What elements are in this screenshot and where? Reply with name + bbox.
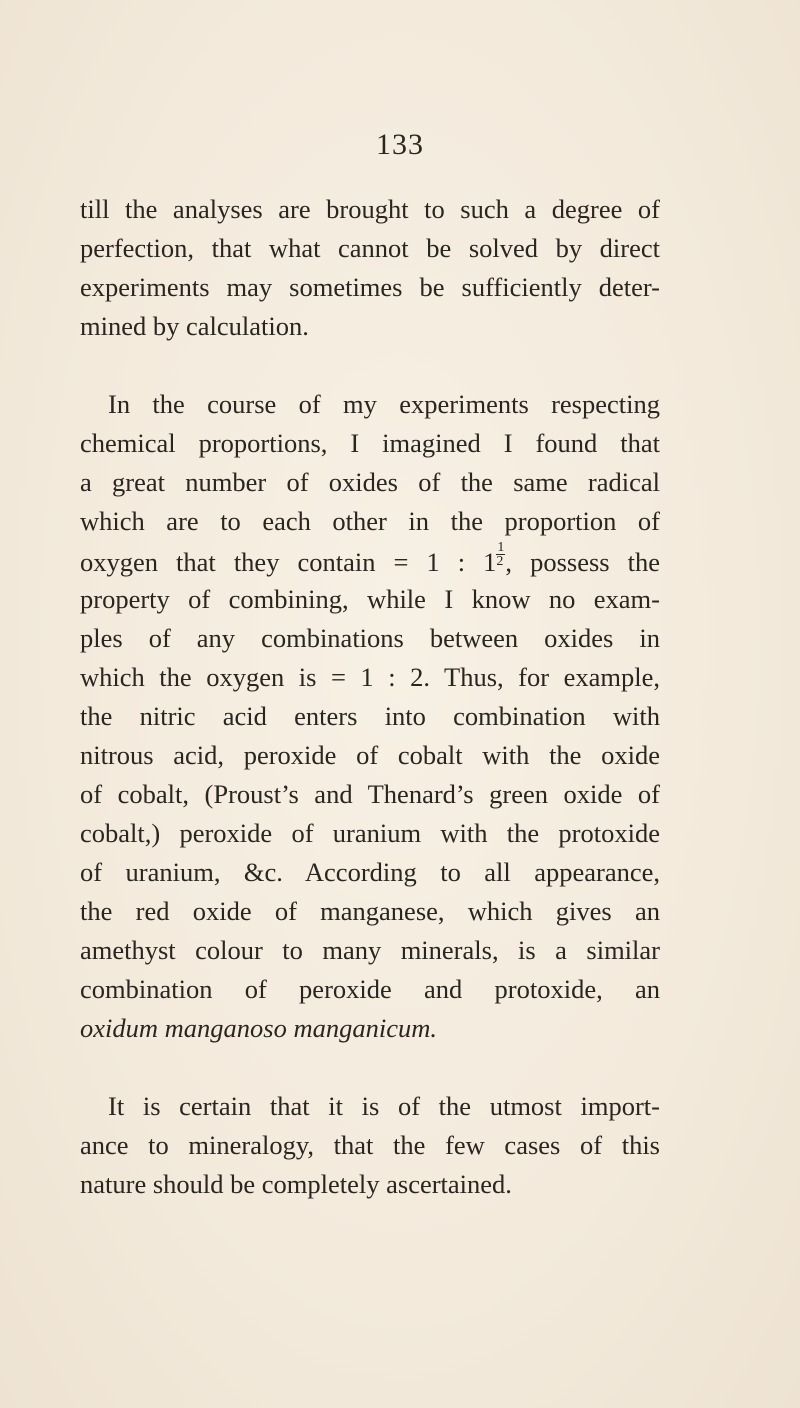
text-line: which are to each other in the proportion of — [80, 506, 660, 536]
paragraph-gap — [80, 346, 660, 385]
text-line: a great number of oxides of the same radical — [80, 467, 660, 497]
fraction-denominator: 2 — [496, 554, 504, 569]
text-line: ance to mineralogy, that the few cases of this — [80, 1130, 660, 1160]
text-line: the nitric acid enters into combination with — [80, 701, 660, 731]
text-line: It is certain that it is of the utmost import- — [108, 1091, 660, 1121]
page-number: 133 — [376, 128, 424, 161]
text-line: nature should be completely ascertained. — [80, 1169, 512, 1199]
text-line: experiments may sometimes be sufficiently deter- — [80, 272, 660, 302]
text-line: In the course of my experiments respecting — [108, 389, 660, 419]
text-line-with-fraction — [80, 541, 660, 580]
text-line: ples of any combinations between oxides in — [80, 623, 660, 653]
text-line: of cobalt, (Proust’s and Thenard’s green oxide of — [80, 779, 660, 809]
fraction-line-before: oxygen that they contain = 1 : 1 — [80, 547, 497, 577]
text-line: combination of peroxide and protoxide, an — [80, 974, 660, 1004]
fraction-numerator: 1 — [497, 540, 505, 555]
text-line: mined by calculation. — [80, 311, 309, 341]
text-line-italic: oxidum manganoso manganicum. — [80, 1013, 437, 1043]
text-line: the red oxide of manganese, which gives an — [80, 896, 660, 926]
text-line: nitrous acid, peroxide of cobalt with the oxide — [80, 740, 660, 770]
paragraph-gap — [80, 1048, 660, 1087]
text-line: property of combining, while I know no exam- — [80, 584, 660, 614]
text-line: which the oxygen is = 1 : 2. Thus, for example, — [80, 662, 660, 692]
text-line: till the analyses are brought to such a degree of — [80, 194, 660, 224]
text-line: of uranium, &c. According to all appearance, — [80, 857, 660, 887]
body-text — [80, 190, 660, 1204]
fraction-line-after: , possess the — [505, 547, 661, 577]
text-line: chemical proportions, I imagined I found that — [80, 428, 660, 458]
text-line: amethyst colour to many minerals, is a similar — [80, 935, 660, 965]
text-line: perfection, that what cannot be solved by direct — [80, 233, 660, 263]
text-line: cobalt,) peroxide of uranium with the protoxide — [80, 818, 660, 848]
